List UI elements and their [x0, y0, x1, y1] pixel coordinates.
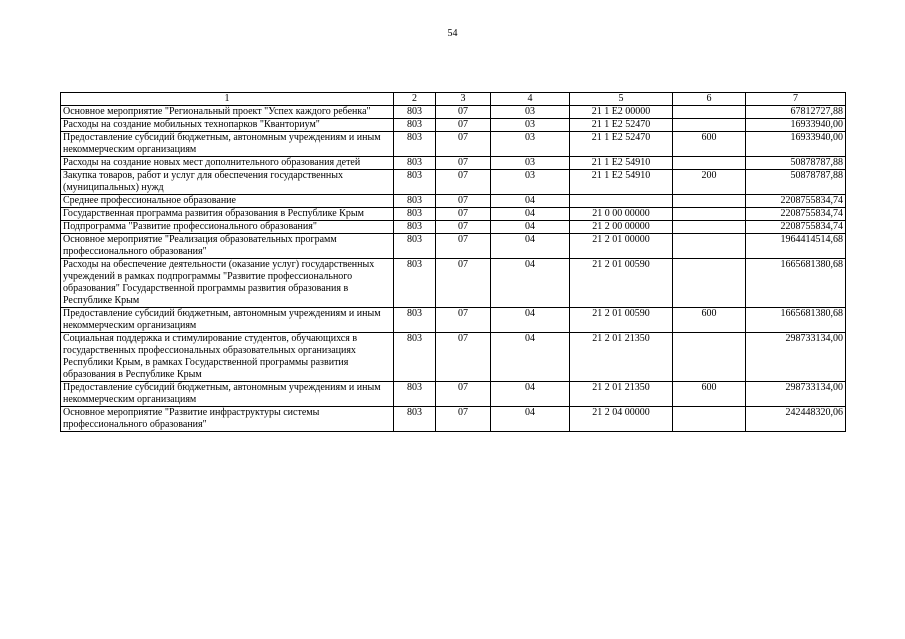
cell-expense-type: 600: [673, 308, 746, 333]
cell-amount: 1665681380,68: [746, 308, 846, 333]
table-header-row: [61, 93, 846, 106]
cell-target-article: 21 1 Е2 52470: [570, 119, 673, 132]
row-description: Основное мероприятие "Реализация образовательных программ профессионального образования": [61, 234, 394, 259]
table-row: [61, 234, 846, 259]
cell-section: 07: [436, 157, 491, 170]
cell-amount: 50878787,88: [746, 157, 846, 170]
cell-subsection: 03: [491, 170, 570, 195]
cell-ministry: 803: [394, 221, 436, 234]
table-row: [61, 106, 846, 119]
table-row: [61, 259, 846, 308]
cell-amount: 50878787,88: [746, 170, 846, 195]
table-row: [61, 132, 846, 157]
row-description: Расходы на создание мобильных технопарков "Кванториум": [61, 119, 394, 132]
cell-subsection: 04: [491, 407, 570, 432]
cell-ministry: 803: [394, 333, 436, 382]
cell-section: 07: [436, 407, 491, 432]
cell-target-article: 21 2 01 21350: [570, 382, 673, 407]
cell-amount: 1964414514,68: [746, 234, 846, 259]
table-row: [61, 157, 846, 170]
cell-target-article: 21 1 Е2 52470: [570, 132, 673, 157]
cell-section: 07: [436, 333, 491, 382]
cell-expense-type: [673, 234, 746, 259]
cell-expense-type: 600: [673, 132, 746, 157]
column-header: 3: [436, 93, 491, 106]
cell-target-article: 21 2 01 00000: [570, 234, 673, 259]
cell-ministry: 803: [394, 170, 436, 195]
cell-section: 07: [436, 119, 491, 132]
cell-target-article: 21 2 01 00590: [570, 259, 673, 308]
cell-amount: 2208755834,74: [746, 195, 846, 208]
cell-target-article: 21 0 00 00000: [570, 208, 673, 221]
cell-target-article: 21 2 01 00590: [570, 308, 673, 333]
row-description: Подпрограмма "Развитие профессионального образования": [61, 221, 394, 234]
cell-amount: 16933940,00: [746, 132, 846, 157]
cell-target-article: 21 2 00 00000: [570, 221, 673, 234]
cell-section: 07: [436, 259, 491, 308]
cell-subsection: 04: [491, 333, 570, 382]
cell-target-article: 21 1 Е2 54910: [570, 170, 673, 195]
cell-subsection: 03: [491, 132, 570, 157]
cell-subsection: 04: [491, 259, 570, 308]
cell-ministry: 803: [394, 208, 436, 221]
cell-subsection: 04: [491, 195, 570, 208]
cell-amount: 298733134,00: [746, 382, 846, 407]
row-description: Основное мероприятие "Развитие инфраструктуры системы профессионального образования": [61, 407, 394, 432]
table-row: [61, 308, 846, 333]
cell-ministry: 803: [394, 132, 436, 157]
cell-target-article: 21 2 01 21350: [570, 333, 673, 382]
row-description: Расходы на обеспечение деятельности (оказание услуг) государственных учреждений в рамках подпрограммы "Развитие профессионального образования" Государственной программы развития образования в Республике Крым: [61, 259, 394, 308]
cell-ministry: 803: [394, 407, 436, 432]
cell-target-article: 21 2 04 00000: [570, 407, 673, 432]
cell-expense-type: [673, 208, 746, 221]
column-header: 1: [61, 93, 394, 106]
cell-ministry: 803: [394, 157, 436, 170]
cell-amount: 242448320,06: [746, 407, 846, 432]
table-row: [61, 208, 846, 221]
table-body: [61, 106, 846, 432]
column-header: 6: [673, 93, 746, 106]
row-description: Расходы на создание новых мест дополнительного образования детей: [61, 157, 394, 170]
cell-subsection: 04: [491, 234, 570, 259]
table-row: [61, 382, 846, 407]
cell-ministry: 803: [394, 382, 436, 407]
cell-amount: 2208755834,74: [746, 208, 846, 221]
cell-section: 07: [436, 382, 491, 407]
page-number: 54: [447, 28, 458, 39]
budget-table: [60, 92, 846, 432]
cell-ministry: 803: [394, 308, 436, 333]
cell-ministry: 803: [394, 195, 436, 208]
cell-expense-type: [673, 221, 746, 234]
table-row: [61, 195, 846, 208]
cell-subsection: 04: [491, 382, 570, 407]
table-row: [61, 170, 846, 195]
cell-expense-type: [673, 333, 746, 382]
cell-section: 07: [436, 170, 491, 195]
table-row: [61, 407, 846, 432]
column-header: 2: [394, 93, 436, 106]
cell-section: 07: [436, 208, 491, 221]
cell-subsection: 04: [491, 208, 570, 221]
cell-subsection: 04: [491, 308, 570, 333]
cell-ministry: 803: [394, 119, 436, 132]
cell-expense-type: [673, 407, 746, 432]
cell-section: 07: [436, 106, 491, 119]
cell-section: 07: [436, 195, 491, 208]
cell-expense-type: 600: [673, 382, 746, 407]
cell-section: 07: [436, 221, 491, 234]
column-header: 7: [746, 93, 846, 106]
cell-ministry: 803: [394, 234, 436, 259]
row-description: Предоставление субсидий бюджетным, автономным учреждениям и иным некоммерческим организациям: [61, 382, 394, 407]
cell-ministry: 803: [394, 106, 436, 119]
cell-expense-type: [673, 119, 746, 132]
cell-subsection: 04: [491, 221, 570, 234]
cell-subsection: 03: [491, 119, 570, 132]
row-description: Среднее профессиональное образование: [61, 195, 394, 208]
cell-expense-type: [673, 259, 746, 308]
row-description: Социальная поддержка и стимулирование студентов, обучающихся в государственных профессиональных образовательных организациях Республики Крым, в рамках Государственной программы развития образования в Республике Крым: [61, 333, 394, 382]
cell-amount: 298733134,00: [746, 333, 846, 382]
row-description: Основное мероприятие "Региональный проект "Успех каждого ребенка": [61, 106, 394, 119]
cell-expense-type: 200: [673, 170, 746, 195]
table-row: [61, 333, 846, 382]
column-header: 5: [570, 93, 673, 106]
cell-section: 07: [436, 132, 491, 157]
cell-target-article: 21 1 Е2 00000: [570, 106, 673, 119]
row-description: Закупка товаров, работ и услуг для обеспечения государственных (муниципальных) нужд: [61, 170, 394, 195]
cell-amount: 16933940,00: [746, 119, 846, 132]
column-header: 4: [491, 93, 570, 106]
cell-subsection: 03: [491, 157, 570, 170]
cell-subsection: 03: [491, 106, 570, 119]
cell-expense-type: [673, 106, 746, 119]
cell-amount: 1665681380,68: [746, 259, 846, 308]
cell-section: 07: [436, 308, 491, 333]
cell-expense-type: [673, 195, 746, 208]
cell-amount: 67812727,88: [746, 106, 846, 119]
table-row: [61, 119, 846, 132]
row-description: Государственная программа развития образования в Республике Крым: [61, 208, 394, 221]
cell-target-article: [570, 195, 673, 208]
table-row: [61, 221, 846, 234]
cell-ministry: 803: [394, 259, 436, 308]
row-description: Предоставление субсидий бюджетным, автономным учреждениям и иным некоммерческим организациям: [61, 308, 394, 333]
cell-target-article: 21 1 Е2 54910: [570, 157, 673, 170]
row-description: Предоставление субсидий бюджетным, автономным учреждениям и иным некоммерческим организациям: [61, 132, 394, 157]
cell-section: 07: [436, 234, 491, 259]
cell-amount: 2208755834,74: [746, 221, 846, 234]
cell-expense-type: [673, 157, 746, 170]
